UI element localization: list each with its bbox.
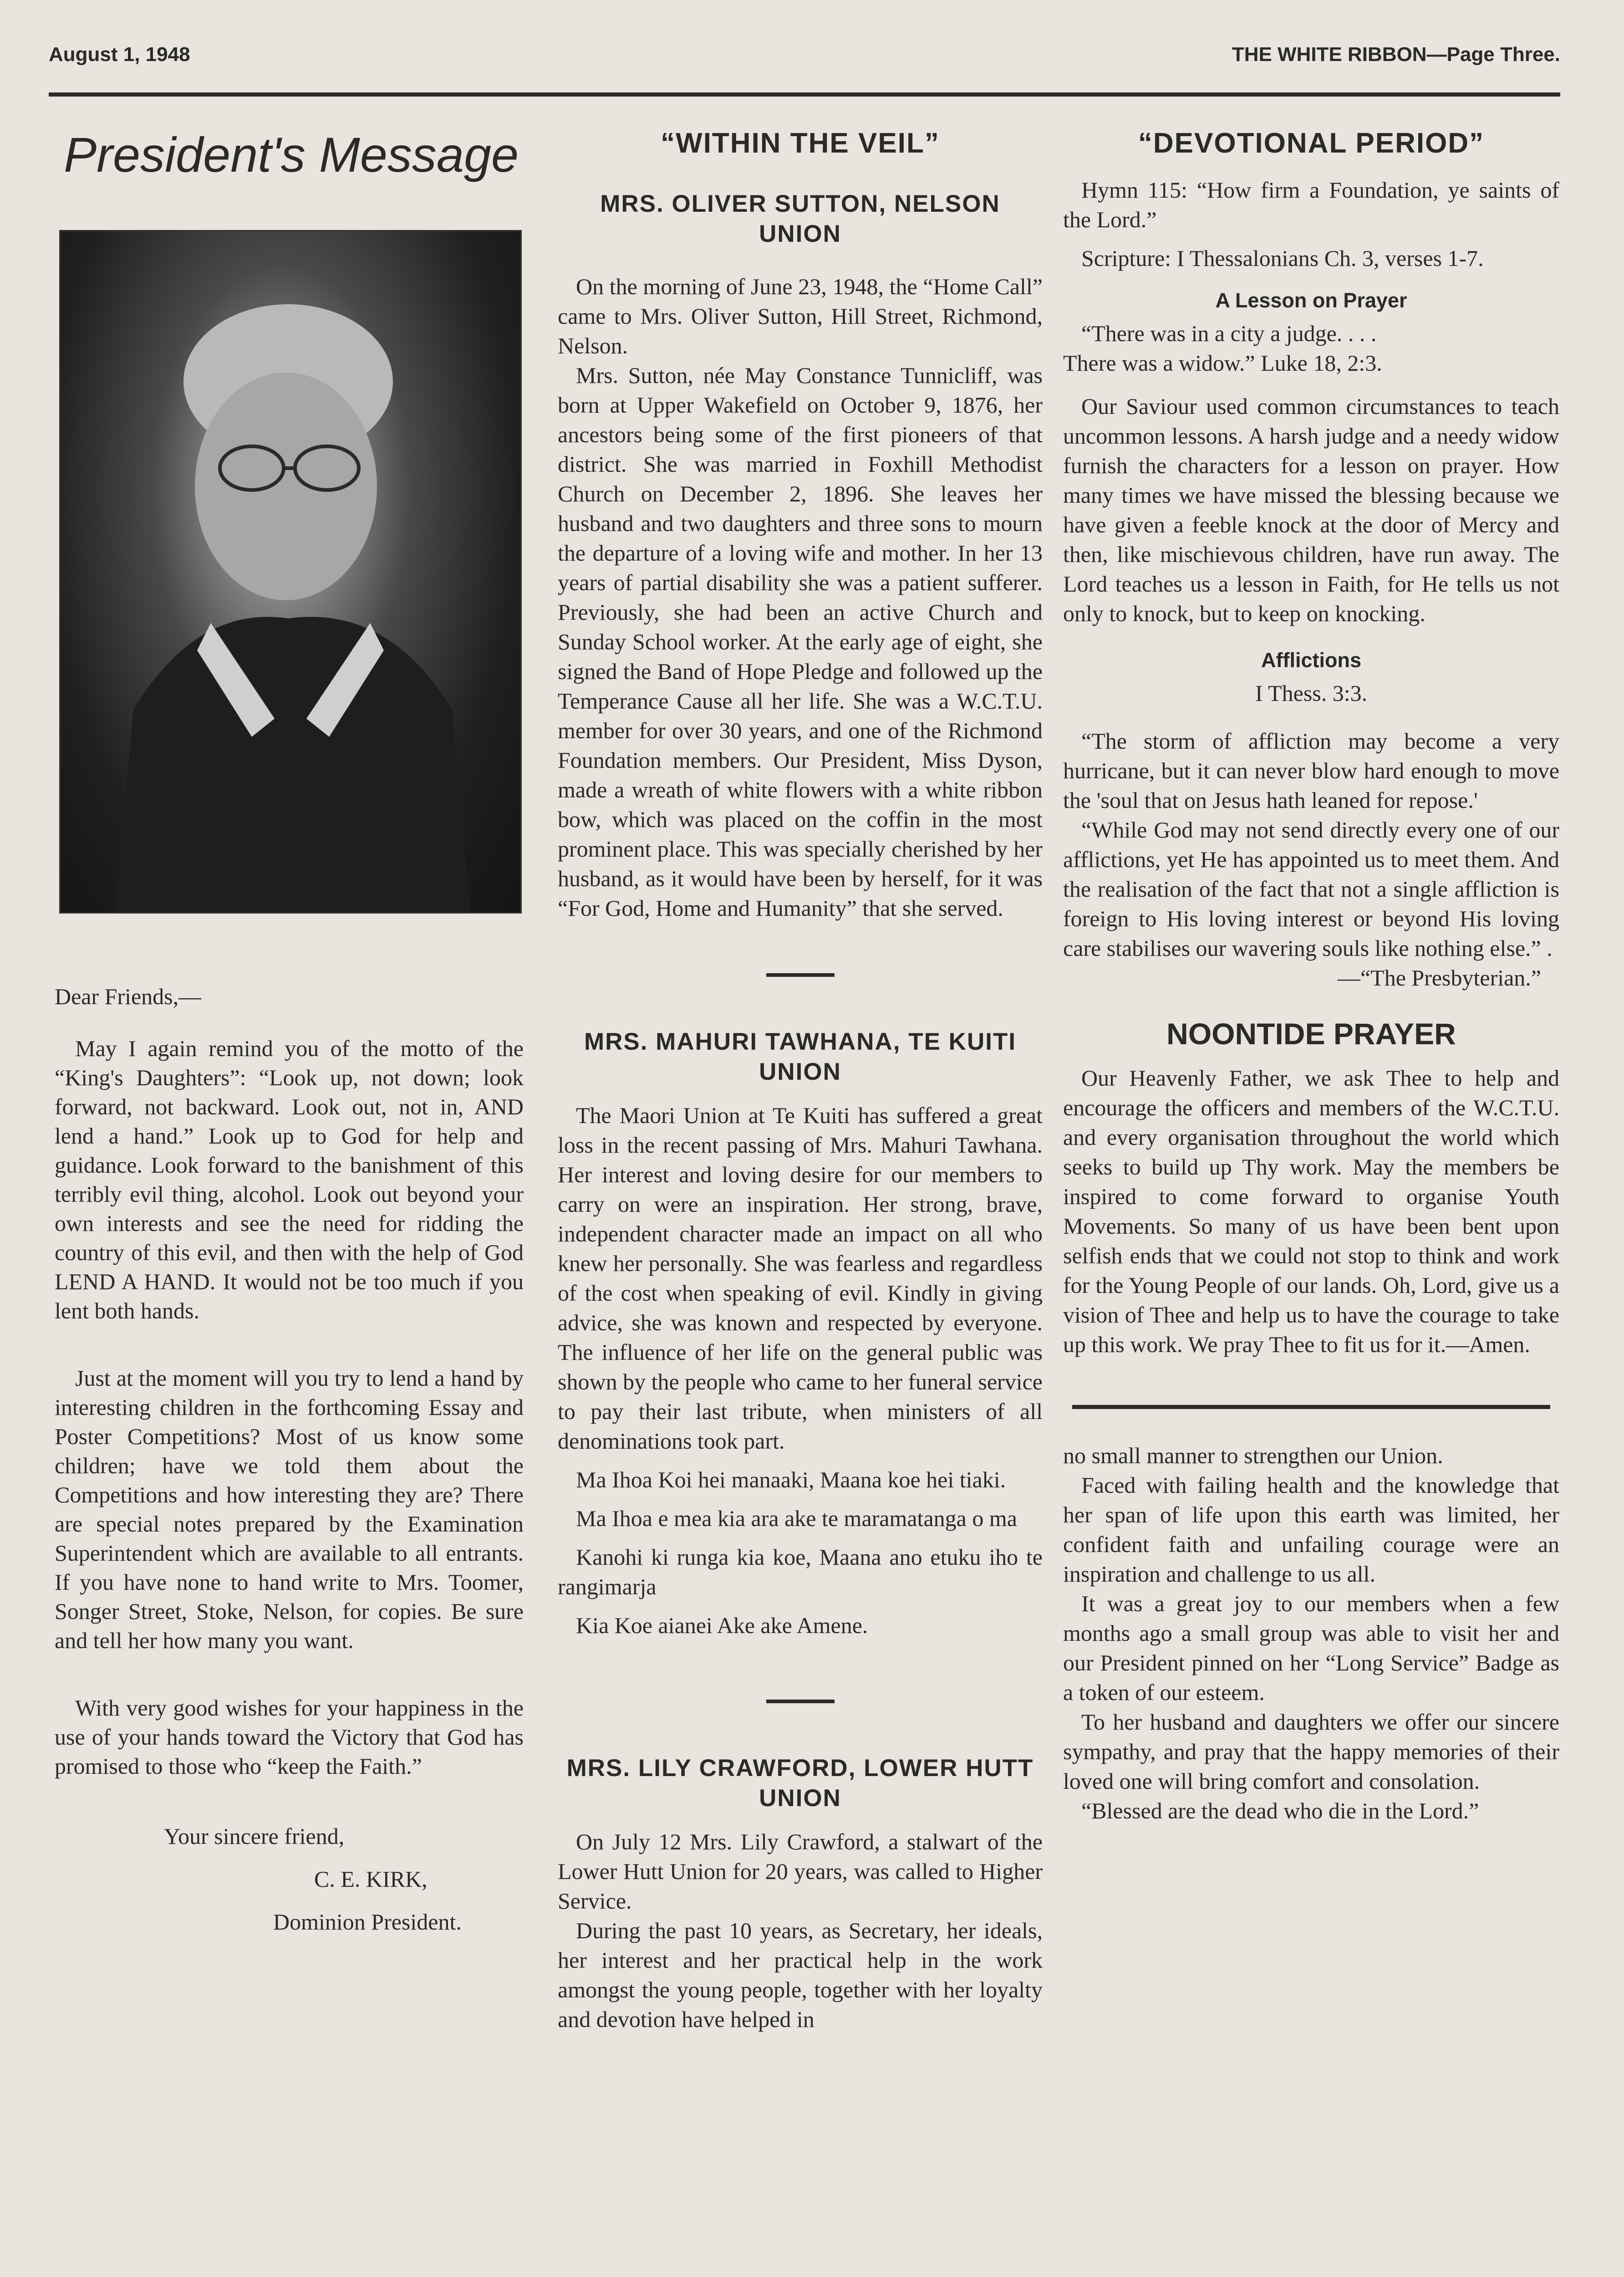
afflictions-reference: I Thess. 3:3.: [1255, 680, 1368, 706]
continued-paragraph: no small manner to strengthen our Union.: [1063, 1443, 1443, 1468]
continued-paragraph: To her husband and daughters we offer our sincere sympathy, and pray that the happy memories of their loved one will bring comfort and consolation.: [1063, 1709, 1559, 1794]
obituary-paragraph: The Maori Union at Te Kuiti has suffered a great loss in the recent passing of Mrs. Mahuri Tawhana. Her interest and loving desire for our members to carry on were an inspiration. Her strong, brave, independent character made an impact on all who knew her personally. She was fearless and regardless of the cost when speaking of evil. Kindly in giving advice, she was known and respected by everyone. The influence of her life on the general public was shown by the people who came to her funeral service to pay their last tribute, when ministers of all denominations took part.: [558, 1103, 1043, 1454]
signature-title: Dominion President.: [273, 1909, 462, 1935]
obituary-title: MRS. OLIVER SUTTON, NELSON UNION: [600, 190, 1000, 247]
letter-paragraph: Just at the moment will you try to lend a hand by interesting children in the forthcoming Essay and Poster Competitions? Most of us know some children; have we told them about the Competitions and how interesting they are? There are special notes prepared by the Examination Superintendent which are available to all entrants. If you have none to hand write to Mrs. Toomer, Songer Street, Stoke, Nelson, for copies. Be sure and tell her how many you want.: [55, 1365, 524, 1653]
noontide-prayer-title: NOONTIDE PRAYER: [1166, 1017, 1456, 1051]
section-separator: [766, 1700, 835, 1703]
lesson-body: Our Saviour used common circumstances to teach uncommon lessons. A harsh judge and a needy widow furnish the characters for a lesson on prayer. How many times we have missed the blessing because we have given a feeble knock at the door of Mercy and then, like mischievous children, have run away. The Lord teaches us a lesson in Faith, for He tells us not only to knock, but to keep on knocking.: [1063, 393, 1559, 626]
column-presidents-message: [50, 116, 524, 1936]
obituary-paragraph: During the past 10 years, as Secretary, her ideals, her interest and her practical help in the work amongst the young people, together with her loyalty and devotion have helped in: [558, 1918, 1043, 2032]
letter-paragraph: With very good wishes for your happiness in the use of your hands toward the Victory that God has promised to those who “keep the Faith.”: [55, 1695, 524, 1779]
afflictions-source: —“The Presbyterian.”: [1337, 965, 1541, 990]
signature-block: [55, 1822, 524, 1936]
obituary-title: MRS. LILY CRAWFORD, LOWER HUTT UNION: [566, 1755, 1034, 1812]
continued-paragraph: It was a great joy to our members when a few months ago a small group was able to visit her and our President pinned on her “Long Service” Badge as a token of our esteem.: [1063, 1591, 1559, 1705]
lesson-quote: “There was in a city a judge. . . .: [1081, 321, 1377, 346]
afflictions-paragraph: “The storm of affliction may become a very hurricane, but it can never blow hard enough to move the 'soul that on Jesus hath leaned for repose.': [1063, 728, 1559, 813]
obituary-paragraph: On July 12 Mrs. Lily Crawford, a stalwart of the Lower Hutt Union for 20 years, was called to Higher Service.: [558, 1829, 1043, 1914]
obituary-title: MRS. MAHURI TAWHANA, TE KUITI UNION: [584, 1028, 1017, 1085]
lesson-quote: There was a widow.” Luke 18, 2:3.: [1063, 350, 1382, 376]
hymn-line: Hymn 115: “How firm a Foundation, ye saints of the Lord.”: [1063, 177, 1559, 232]
obituary-paragraph: Ma Ihoa e mea kia ara ake te maramatanga o ma: [576, 1506, 1017, 1531]
column-devotional-period: [1063, 116, 1559, 1826]
obituary-paragraph: Kia Koe aianei Ake ake Amene.: [576, 1613, 868, 1638]
obituary-paragraph: Ma Ihoa Koi hei manaaki, Maana koe hei tiaki.: [576, 1467, 1006, 1492]
president-portrait-photo: [59, 230, 522, 914]
noontide-prayer-body: Our Heavenly Father, we ask Thee to help and encourage the officers and members of the W.C.T.U. and every organisation throughout the world which seeks to build up Thy work. May the members be inspired to come forward to organise Youth Movements. So many of us have been bent upon selfish ends that we could not stop to think and work for the Young People of our lands. Oh, Lord, give us a vision of Thee and help us to have the courage to take up this work. We pray Thee to fit us for it.—Amen.: [1063, 1065, 1559, 1357]
presidents-message-title: President's Message: [64, 127, 519, 182]
issue-date: August 1, 1948: [49, 43, 190, 66]
header-rule: [49, 92, 1560, 97]
continued-paragraph: “Blessed are the dead who die in the Lord.”: [1081, 1798, 1479, 1823]
scripture-line: Scripture: I Thessalonians Ch. 3, verses 1-7.: [1081, 245, 1484, 271]
lesson-title: A Lesson on Prayer: [1215, 289, 1407, 312]
publication-page: THE WHITE RIBBON—Page Three.: [1232, 43, 1560, 66]
page-header: [49, 43, 1560, 93]
afflictions-paragraph: “While God may not send directly every one of our afflictions, yet He has appointed us to meet them. And the realisation of the fact that not a single affliction is foreign to His loving interest or beyond His loving care stabilises our wavering souls like nothing else.” .: [1063, 817, 1559, 961]
column-within-the-veil: [558, 116, 1043, 2034]
obituary-paragraph: On the morning of June 23, 1948, the “Home Call” came to Mrs. Oliver Sutton, Hill Street, Richmond, Nelson.: [558, 274, 1043, 358]
obituary-paragraph: Kanohi ki runga kia koe, Maana ano etuku iho te rangimarja: [558, 1544, 1043, 1599]
greeting: Dear Friends,—: [55, 984, 202, 1009]
presidents-letter: [50, 982, 524, 1936]
section-separator: [766, 973, 835, 977]
letter-paragraph: May I again remind you of the motto of the “King's Daughters”: “Look up, not down; look forward, not backward. Look out, not in, AND lend a hand.” Look up to God for help and guidance. Look forward to the banishment of this terribly evil thing, alcohol. Look out beyond your own interests and see the need for ridding the country of this evil, and then with the help of God LEND A HAND. It would not be too much if you lent both hands.: [55, 1036, 524, 1323]
afflictions-title: Afflictions: [1261, 648, 1361, 672]
signature-name: C. E. KIRK,: [314, 1866, 428, 1892]
continued-paragraph: Faced with failing health and the knowledge that her span of life upon this earth was limited, her confident faith and unfailing courage were an inspiration and challenge to us all.: [1063, 1472, 1559, 1587]
devotional-period-heading: “DEVOTIONAL PERIOD”: [1138, 128, 1485, 159]
within-the-veil-heading: “WITHIN THE VEIL”: [661, 128, 940, 159]
obituary-paragraph: Mrs. Sutton, née May Constance Tunnicliff, was born at Upper Wakefield on October 9, 1876, her ancestors being some of the first pioneers of that district. She was married in Foxhill Methodist Church on December 2, 1896. She leaves her husband and two daughters and three sons to mourn the departure of a loving wife and mother. In her 13 years of partial disability she was a patient sufferer. Previously, she had been an active Church and Sunday School worker. At the early age of eight, she signed the Band of Hope Pledge and followed up the Temperance Cause all her life. She was a W.C.T.U. member for over 30 years, and one of the Richmond Foundation members. Our President, Miss Dyson, made a wreath of white flowers with a white ribbon bow, which was placed on the coffin in the most prominent place. This was specially cherished by her husband, as it would have been by herself, for it was “For God, Home and Humanity” that she served.: [558, 362, 1043, 921]
section-separator: [1072, 1405, 1550, 1409]
closing-line: Your sincere friend,: [164, 1823, 345, 1849]
